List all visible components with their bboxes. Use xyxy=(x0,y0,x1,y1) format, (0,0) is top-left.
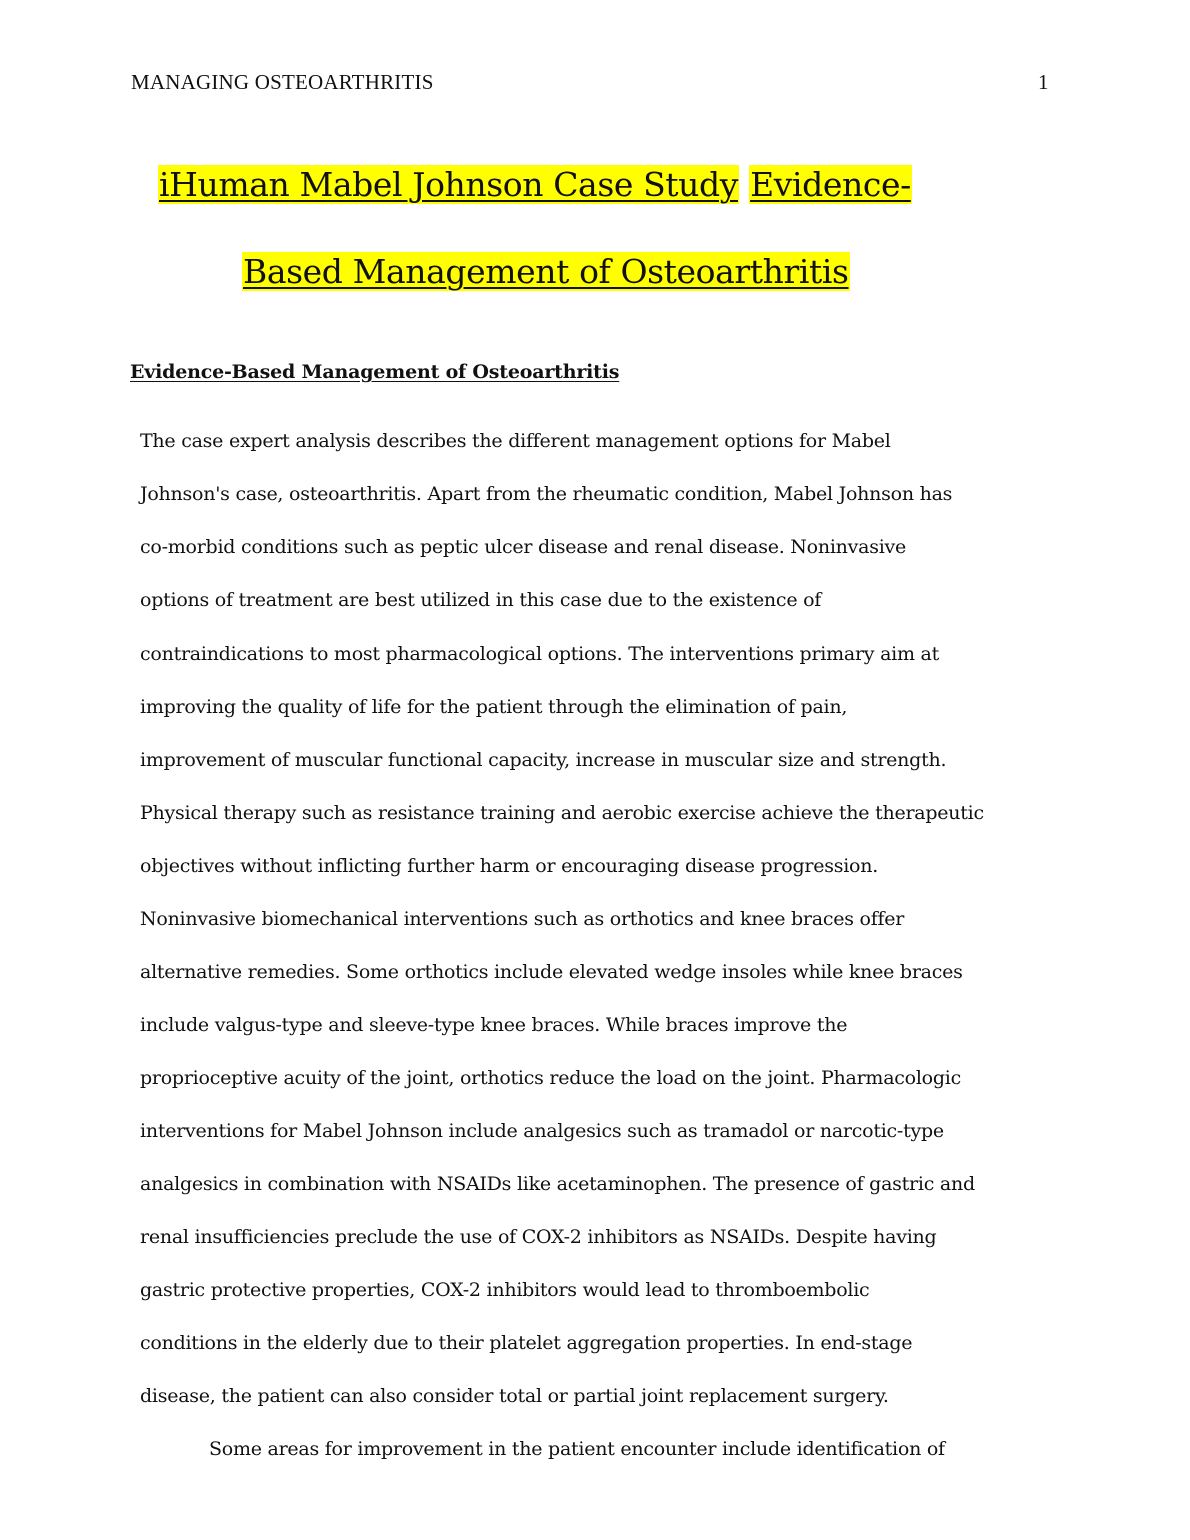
body-line: gastric protective properties, COX-2 inhibitors would lead to thromboembolic xyxy=(140,1279,870,1301)
body-line: options of treatment are best utilized in this case due to the existence of xyxy=(140,589,822,611)
body-line: Physical therapy such as resistance training and aerobic exercise achieve the therapeutic xyxy=(140,802,984,824)
body-line: disease, the patient can also consider total or partial joint replacement surgery. xyxy=(140,1385,889,1407)
body-line: improvement of muscular functional capacity, increase in muscular size and strength. xyxy=(140,749,947,771)
document-title-line-2 xyxy=(242,249,850,295)
body-line: Some areas for improvement in the patient encounter include identification of xyxy=(209,1438,945,1460)
title-highlight-case-study: iHuman Mabel Johnson Case Study xyxy=(159,165,738,204)
running-head: MANAGING OSTEOARTHRITIS xyxy=(131,70,434,94)
body-line: co-morbid conditions such as peptic ulcer disease and renal disease. Noninvasive xyxy=(140,536,907,558)
title-highlight-evidence: Evidence- xyxy=(750,165,911,204)
body-line: improving the quality of life for the patient through the elimination of pain, xyxy=(140,696,848,718)
document-title-line-1 xyxy=(158,162,912,208)
body-line: proprioceptive acuity of the joint, orthotics reduce the load on the joint. Pharmacologic xyxy=(140,1067,961,1089)
body-line: The case expert analysis describes the different management options for Mabel xyxy=(140,430,891,452)
body-line: Noninvasive biomechanical interventions such as orthotics and knee braces offer xyxy=(140,908,905,930)
body-line: Johnson's case, osteoarthritis. Apart from the rheumatic condition, Mabel Johnson has xyxy=(140,483,953,505)
body-line: contraindications to most pharmacological options. The interventions primary aim at xyxy=(140,643,940,665)
title-highlight-management: Based Management of Osteoarthritis xyxy=(243,252,849,291)
body-line: objectives without inflicting further harm or encouraging disease progression. xyxy=(140,855,879,877)
section-heading: Evidence-Based Management of Osteoarthritis xyxy=(130,361,620,383)
body-line: renal insufficiencies preclude the use of COX-2 inhibitors as NSAIDs. Despite having xyxy=(140,1226,937,1248)
body-line: alternative remedies. Some orthotics include elevated wedge insoles while knee braces xyxy=(140,961,963,983)
body-line: include valgus-type and sleeve-type knee braces. While braces improve the xyxy=(140,1014,848,1036)
page-number: 1 xyxy=(1038,70,1049,94)
body-line: conditions in the elderly due to their platelet aggregation properties. In end-stage xyxy=(140,1332,913,1354)
body-line: analgesics in combination with NSAIDs like acetaminophen. The presence of gastric and xyxy=(140,1173,975,1195)
body-line: interventions for Mabel Johnson include analgesics such as tramadol or narcotic-type xyxy=(140,1120,944,1142)
